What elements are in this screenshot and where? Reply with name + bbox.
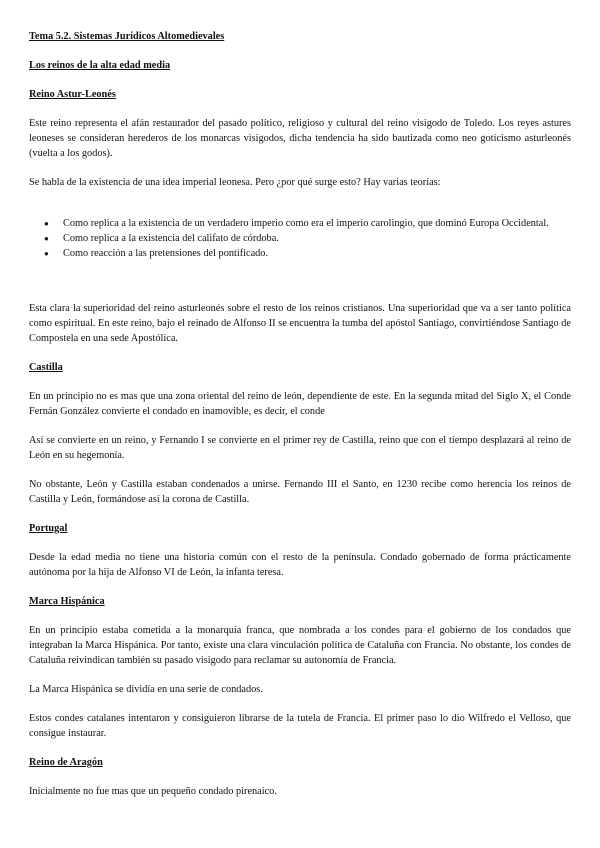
- list-item: ● Como replica a la existencia de un verdadero imperio como era el imperio carolingio, que dominó Europa Occidental.: [29, 216, 571, 231]
- heading-castilla: Castilla: [29, 362, 63, 373]
- portugal-paragraph-1: Desde la edad media no tiene una historia común con el resto de la península. Condado gobernado de forma prácticamente autónoma por la hija de Alfonso VI de León, la infanta teresa.: [29, 552, 571, 578]
- astur-paragraph-3: Esta clara la superioridad del reino asturleonés sobre el resto de los reinos cristianos. Una superioridad que va a ser tanto política como espiritual. En este reino, bajo el reinado de Alfonso II se encuentra la tumba del apóstol Santiago, convirtiéndose Santiago de Compostela en una sede Apostólica.: [29, 303, 571, 344]
- castilla-paragraph-1: En un principio no es mas que una zona oriental del reino de león, dependiente de este. En la segunda mitad del Siglo X, el Conde Fernán González convierte el condado en inamovible, es decir, el conde: [29, 391, 571, 417]
- astur-paragraph-2: Se habla de la existencia de una idea imperial leonesa. Pero ¿por qué surge esto? Hay varias teorías:: [29, 177, 441, 188]
- list-item: ● Como replica a la existencia del califato de córdoba.: [29, 231, 571, 246]
- heading-marca-hispanica: Marca Hispánica: [29, 596, 105, 607]
- astur-paragraph-1: Este reino representa el afán restaurador del pasado político, religioso y cultural del reino visigodo de Toledo. Los reyes astures leoneses se consideran herederos de los monarcas visigodos, dicha tendencia ha sido bautizada como neo goticismo asturleonés (vuelta a los godos).: [29, 118, 571, 159]
- list-item: ● Como reacción a las pretensiones del pontificado.: [29, 246, 571, 261]
- castilla-paragraph-3: No obstante, León y Castilla estaban condenados a unirse. Fernando III el Santo, en 1230 recibe como herencia los reinos de Castilla y León, formándose así la corona de Castilla.: [29, 479, 571, 505]
- heading-portugal: Portugal: [29, 523, 68, 534]
- castilla-paragraph-2: Así se convierte en un reino, y Fernando I se convierte en el primer rey de Castilla, reino que con el tiempo desplazará al reino de León en su hegemonía.: [29, 435, 571, 461]
- marca-paragraph-2: La Marca Hispánica se dividía en una serie de condados.: [29, 684, 263, 695]
- marca-paragraph-3: Estos condes catalanes intentaron y consiguieron librarse de la tutela de Francia. El primer paso lo dio Wilfredo el Velloso, que consigue instaurar.: [29, 713, 571, 739]
- aragon-paragraph-1: Inicialmente no fue mas que un pequeño condado pirenaico.: [29, 786, 277, 797]
- document-title: Tema 5.2. Sistemas Jurídicos Altomedievales: [29, 31, 225, 42]
- marca-paragraph-1: En un principio estaba cometida a la monarquía franca, que nombrada a los condes para el gobierno de los condados que integraban la Marca Hispánica. Por tanto, existe una clara vinculación política de Cataluña con Francia. No obstante, los condes de Cataluña reivindican también su pasado visigodo para reclamar su autonomía de Francia.: [29, 625, 571, 666]
- heading-astur-leones: Reino Astur-Leonés: [29, 89, 116, 100]
- heading-reino-aragon: Reino de Aragón: [29, 757, 103, 768]
- section-title: Los reinos de la alta edad media: [29, 60, 171, 71]
- theories-list: [29, 216, 571, 261]
